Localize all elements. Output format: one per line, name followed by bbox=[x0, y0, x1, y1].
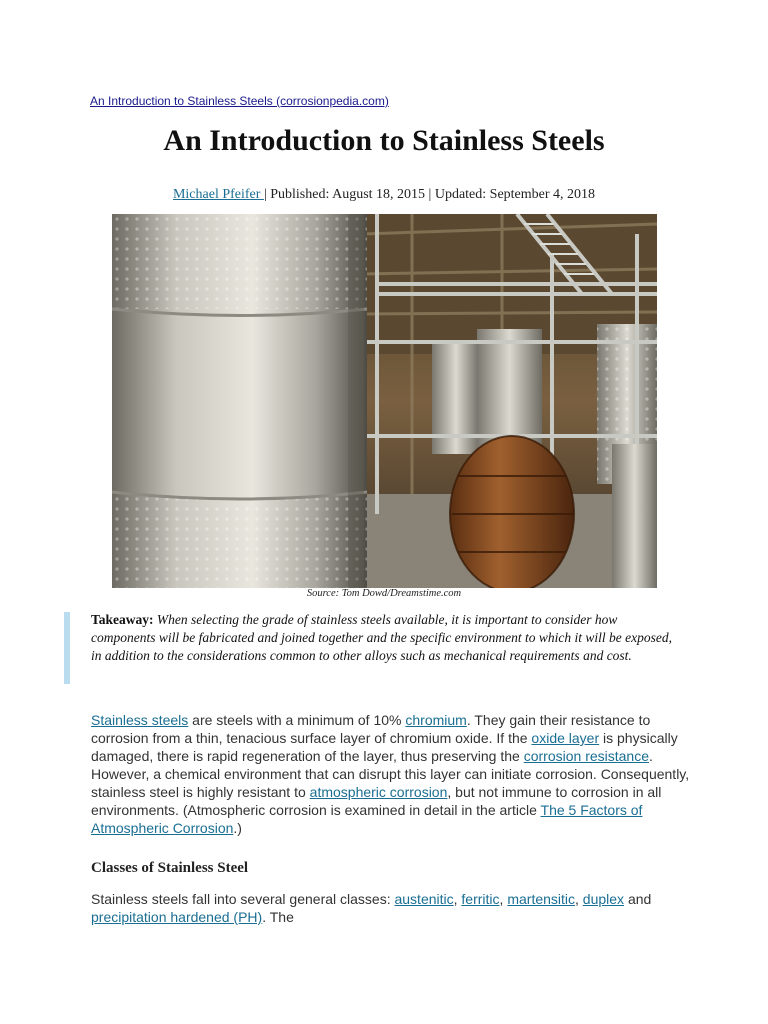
classes-text-1: Stainless steels fall into several general classes: bbox=[91, 891, 395, 907]
link-oxide-layer[interactable]: oxide layer bbox=[531, 730, 600, 746]
image-caption: Source: Tom Dowd/Dreamstime.com bbox=[306, 588, 462, 599]
link-chromium[interactable]: chromium bbox=[405, 712, 467, 728]
page-title: An Introduction to Stainless Steels bbox=[163, 124, 605, 157]
hero-image bbox=[112, 214, 657, 588]
classes-sep-1: , bbox=[453, 891, 462, 907]
stainless-tanks-photo bbox=[112, 214, 657, 588]
link-ferritic[interactable]: ferritic bbox=[461, 891, 500, 907]
link-atmospheric-corrosion[interactable]: atmospheric corrosion bbox=[309, 784, 448, 800]
takeaway-accent-bar bbox=[64, 612, 70, 684]
takeaway-block bbox=[91, 611, 681, 665]
publish-dates: | Published: August 18, 2015 | Updated: September 4, 2018 bbox=[263, 187, 596, 202]
intro-text-2: . They gain their resistance to corrosion from a thin, tenacious surface layer of chromium oxide. If the bbox=[91, 712, 651, 746]
takeaway-text: When selecting the grade of stainless steels available, it is important to consider how components will be fabricated and joined together and the specific environment to which it will be exposed, in addition to the considerations common to other alloys such as mechanical requirements and cost. bbox=[91, 612, 673, 663]
link-five-factors-article[interactable]: The 5 Factors of Atmospheric Corrosion bbox=[91, 802, 643, 836]
classes-sep-2: , bbox=[499, 891, 508, 907]
section-heading-classes: Classes of Stainless Steel bbox=[91, 860, 249, 876]
author-link[interactable]: Michael Pfeifer bbox=[172, 187, 264, 202]
link-stainless-steels[interactable]: Stainless steels bbox=[91, 712, 189, 728]
byline bbox=[0, 187, 768, 203]
link-corrosion-resistance[interactable]: corrosion resistance bbox=[523, 748, 649, 764]
link-precipitation-hardened[interactable]: precipitation hardened (PH) bbox=[91, 909, 263, 925]
intro-text-5: , but not immune to corrosion in all environments. (Atmospheric corrosion is examined in detail in the article bbox=[91, 784, 662, 818]
takeaway-label: Takeaway: bbox=[91, 612, 154, 627]
classes-text-2: and bbox=[624, 891, 652, 907]
classes-paragraph bbox=[91, 890, 691, 926]
link-austenitic[interactable]: austenitic bbox=[394, 891, 454, 907]
intro-text-1: are steels with a minimum of 10% bbox=[188, 712, 406, 728]
intro-text-4: . However, a chemical environment that can disrupt this layer can initiate corrosion. Consequently, stainless steel is highly resistant to bbox=[91, 748, 690, 800]
link-martensitic[interactable]: martensitic bbox=[507, 891, 576, 907]
intro-paragraph bbox=[91, 711, 691, 837]
classes-text-3: . The bbox=[262, 909, 294, 925]
link-duplex[interactable]: duplex bbox=[582, 891, 625, 907]
intro-text-3: is physically damaged, there is rapid regeneration of the layer, thus preserving the bbox=[91, 730, 678, 764]
classes-sep-3: , bbox=[575, 891, 583, 907]
source-link[interactable]: An Introduction to Stainless Steels (corrosionpedia.com) bbox=[90, 94, 389, 108]
intro-text-6: .) bbox=[233, 820, 242, 836]
